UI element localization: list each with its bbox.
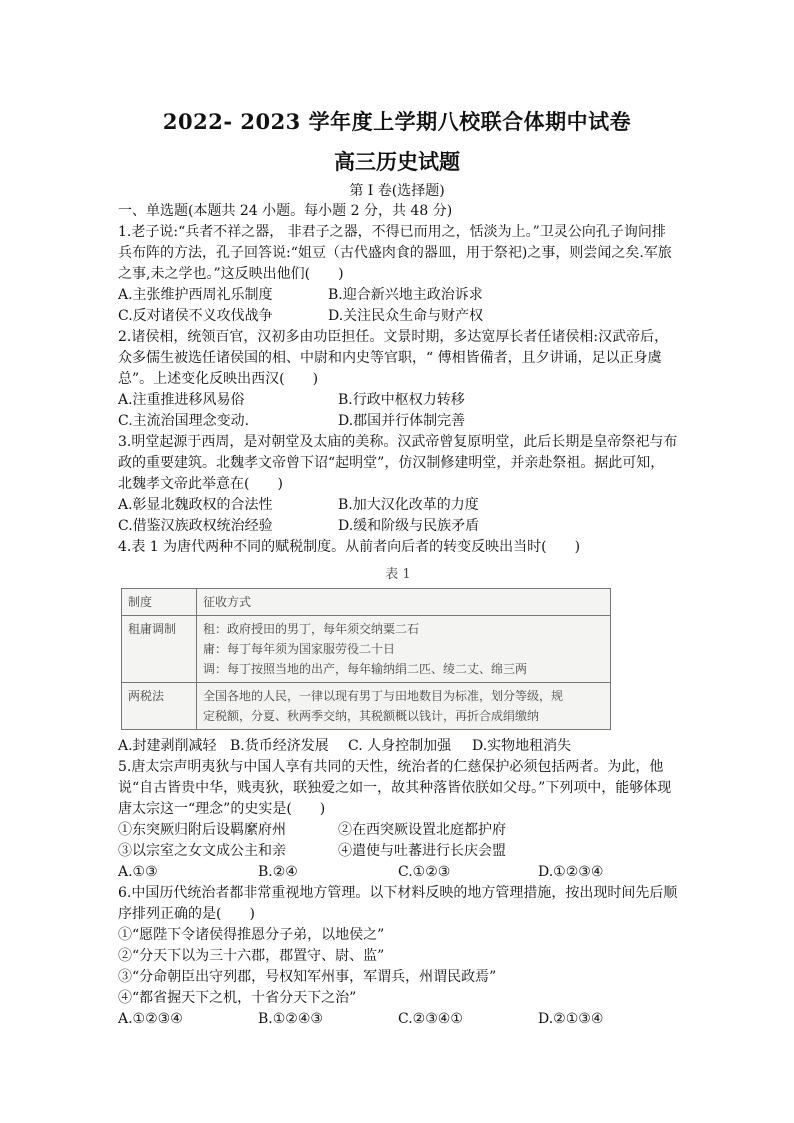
question-3-option-c[interactable]: C.借鉴汉族政权统治经验 xyxy=(118,518,273,534)
tax-system-table xyxy=(121,588,611,730)
tax-table-figure xyxy=(118,564,678,730)
question-1-stem: 1.老子说:“兵者不祥之器， 非君子之器，不得已而用之，恬淡为上。”卫灵公向孔子询问排兵布阵的方法，孔子回答说:“姐豆（古代盛肉食的器皿，用于祭祀)之事，则尝闻之矣.军旅之事,未之学也。”这反映出他们( ) xyxy=(118,224,672,282)
table-caption: 表 1 xyxy=(385,567,411,582)
question-1-option-c[interactable]: C.反对诸侯不义攻伐战争 xyxy=(118,308,273,324)
question-4-options xyxy=(118,736,678,757)
table-header-row xyxy=(122,589,611,616)
question-4-option-b[interactable]: B.货币经济发展 xyxy=(230,738,329,754)
question-3-options-row1 xyxy=(118,495,678,516)
question-1-option-d[interactable]: D.关注民众生命与财产权 xyxy=(328,308,484,324)
question-3-option-d[interactable]: D.缓和阶级与民族矛盾 xyxy=(338,518,480,534)
question-6-option-b[interactable]: B.①②④③ xyxy=(258,1011,323,1027)
exam-subtitle: 高三历史试题 xyxy=(334,149,460,174)
question-5-option-b[interactable]: B.②④ xyxy=(258,864,298,880)
question-6-item-4: ④“都省握天下之机，十省分天下之治” xyxy=(118,990,357,1006)
question-5-item-1: ①东突厥归附后设羁縻府州 xyxy=(118,822,286,838)
question-6-options xyxy=(118,1009,678,1030)
question-2-option-d[interactable]: D.郡国并行体制完善 xyxy=(338,413,466,429)
instructions: 一、单选题(本题共 24 小题。每小题 2 分，共 48 分) xyxy=(118,203,453,219)
table-row xyxy=(122,616,611,683)
table-cell-line: 调：每丁按照当地的出产，每年输纳绢二匹、绫二丈、绵三两 xyxy=(203,662,528,676)
table-cell-line: 庸：每丁每年须为国家服劳役二十日 xyxy=(203,642,396,656)
question-4-stem: 4.表 1 为唐代两种不同的赋税制度。从前者向后者的转变反映出当时( ) xyxy=(118,539,581,555)
table-header-method: 征收方式 xyxy=(197,589,611,616)
question-6-option-d[interactable]: D.②①③④ xyxy=(538,1011,604,1027)
question-6-item-3: ③“分命朝臣出守列郡，号权知军州事，军谓兵，州谓民政焉” xyxy=(118,969,497,985)
question-5-item-2: ②在西突厥设置北庭都护府 xyxy=(338,822,506,838)
question-6-option-a[interactable]: A.①②③④ xyxy=(118,1011,183,1027)
question-3-option-b[interactable]: B.加大汉化改革的力度 xyxy=(338,497,479,513)
section-heading: 第 I 卷(选择题) xyxy=(349,183,445,199)
question-5-items-row1 xyxy=(118,820,678,841)
table-header-system: 制度 xyxy=(122,589,197,616)
question-4-option-a[interactable]: A.封建剥削减轻 xyxy=(118,738,217,754)
table-cell-system: 租庸调制 xyxy=(122,616,197,683)
table-cell-line: 全国各地的人民，一律以现有男丁与田地数目为标准，划分等级，规 xyxy=(203,689,564,703)
question-2-options-row1 xyxy=(118,390,678,411)
question-1-option-a[interactable]: A.主张维护西周礼乐制度 xyxy=(118,287,273,303)
table-cell-line: 定税额，分夏、秋两季交纳，其税额概以钱计，再折合成绢缴纳 xyxy=(203,709,540,723)
question-4-option-d[interactable]: D.实物地租消失 xyxy=(472,738,572,754)
question-5-item-3: ③以宗室之女文成公主和亲 xyxy=(118,843,286,859)
question-5-option-c[interactable]: C.①②③ xyxy=(398,864,451,880)
question-3-option-a[interactable]: A.彰显北魏政权的合法性 xyxy=(118,497,273,513)
question-5-items-row2 xyxy=(118,841,678,862)
table-cell-method xyxy=(197,683,611,730)
question-1-options-row2 xyxy=(118,306,678,327)
question-1-options-row1 xyxy=(118,285,678,306)
question-4-option-c[interactable]: C. 人身控制加强 xyxy=(348,738,452,754)
question-5-stem: 5.唐太宗声明夷狄与中国人享有共同的天性，统治者的仁慈保护必须包括两者。为此，他说“自古皆贵中华，贱夷狄，联独爱之如一，故其种落皆依朕如父母。”下列项中，能够体现唐太宗这一“理念”的史实是( ) xyxy=(118,759,672,817)
exam-title: 2022- 2023 学年度上学期八校联合体期中试卷 xyxy=(162,109,632,134)
question-3-stem: 3.明堂起源于西周，是对朝堂及太庙的美称。汉武帝曾复原明堂，此后长期是皇帝祭祀与布政的重要建筑。北魏孝文帝曾下诏“起明堂”，仿汉制修建明堂，并亲赴祭祖。据此可知，北魏孝文帝此举意在( ) xyxy=(118,434,678,492)
question-2-option-b[interactable]: B.行政中枢权力转移 xyxy=(338,392,465,408)
question-6-item-1: ①“愿陛下令诸侯得推恩分子弟，以地侯之” xyxy=(118,927,385,943)
question-1-option-b[interactable]: B.迎合新兴地主政治诉求 xyxy=(328,287,483,303)
question-5-options xyxy=(118,862,678,883)
question-content xyxy=(118,201,678,1030)
question-6-option-c[interactable]: C.②③④① xyxy=(398,1011,463,1027)
table-row xyxy=(122,683,611,730)
question-5-item-4: ④遣使与吐蕃进行长庆会盟 xyxy=(338,843,506,859)
question-6-item-2: ②“分天下以为三十六郡，郡置守、尉、监” xyxy=(118,948,385,964)
question-5-option-d[interactable]: D.①②③④ xyxy=(538,864,604,880)
question-5-option-a[interactable]: A.①③ xyxy=(118,864,158,880)
question-2-options-row2 xyxy=(118,411,678,432)
table-cell-line: 租：政府授田的男丁，每年须交纳粟二石 xyxy=(203,622,420,636)
question-2-stem: 2.诸侯相，统领百官，汉初多由功臣担任。文景时期，多达宽厚长者任诸侯相:汉武帝后，众多儒生被选任诸侯国的相、中尉和内史等官职，“ 傅相皆備者，且夕讲诵，足以正身虞总”。上述变化反映出西汉( ) xyxy=(118,329,669,387)
question-3-options-row2 xyxy=(118,516,678,537)
table-cell-system: 两税法 xyxy=(122,683,197,730)
question-6-stem: 6.中国历代统治者都非常重视地方管理。以下材料反映的地方管理措施，按出现时间先后顺序排列正确的是( ) xyxy=(118,885,678,922)
table-cell-method xyxy=(197,616,611,683)
question-2-option-c[interactable]: C.主流治国理念变动. xyxy=(118,413,250,429)
question-2-option-a[interactable]: A.注重推进移风易俗 xyxy=(118,392,245,408)
